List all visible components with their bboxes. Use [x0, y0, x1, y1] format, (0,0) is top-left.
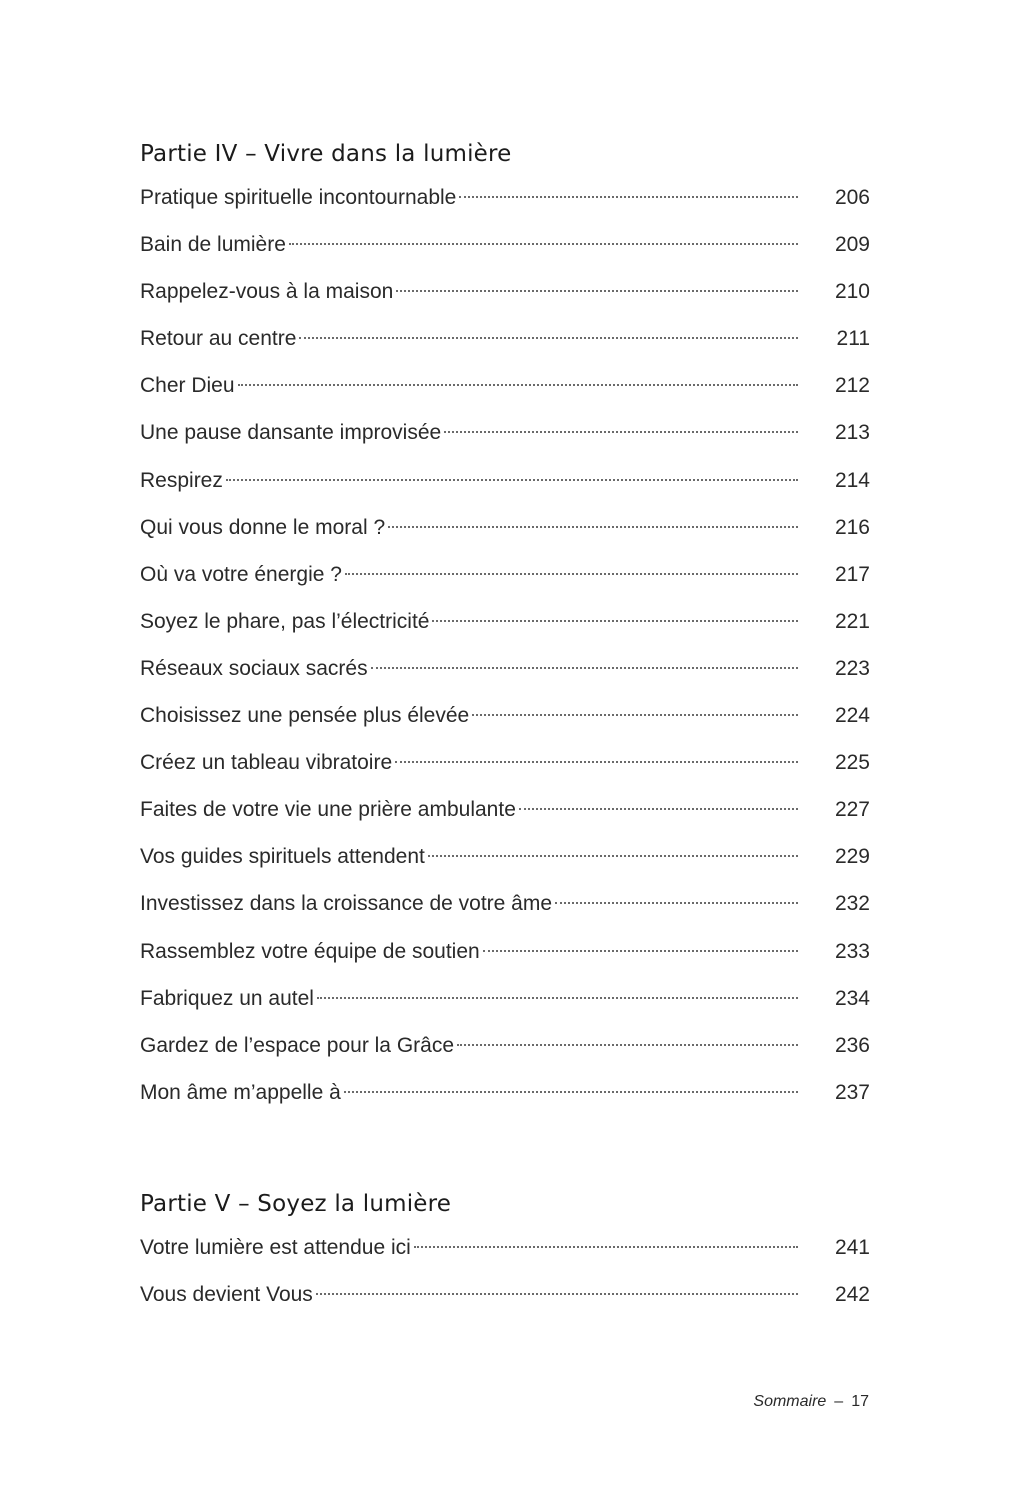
dot-leader: [286, 249, 798, 251]
toc-entry-page: 211: [836, 327, 870, 351]
toc-entry-title: Créez un tableau vibratoire: [140, 751, 393, 775]
toc-entry-page: 225: [834, 751, 870, 775]
toc-list: [140, 183, 870, 1125]
toc-entry: [140, 607, 870, 654]
toc-entry: [140, 277, 870, 324]
toc-entry-title: Faites de votre vie une prière ambulante: [140, 798, 516, 822]
toc-entry: [140, 466, 870, 513]
toc-entry-title: Vos guides spirituels attendent: [140, 845, 425, 869]
dot-leader: [425, 861, 798, 863]
toc-entry: [140, 1031, 870, 1078]
toc-entry-page: 223: [834, 656, 870, 680]
dot-leader: [454, 1050, 798, 1052]
toc-entry-page: 232: [834, 892, 870, 916]
dot-leader: [411, 1252, 798, 1254]
dot-leader: [314, 1003, 798, 1005]
toc-entry-title: Bain de lumière: [140, 233, 286, 257]
toc-entry-page: 224: [834, 704, 870, 728]
toc-entry: [140, 1078, 870, 1125]
toc-entry-title: Soyez le phare, pas l’électricité: [140, 609, 430, 633]
toc-entry-title: Cher Dieu: [140, 374, 235, 398]
toc-entry-title: Respirez: [140, 468, 223, 492]
part-heading: Partie IV – Vivre dans la lumière: [140, 141, 512, 167]
toc-entry-title: Mon âme m’appelle à: [140, 1080, 341, 1104]
dot-leader: [223, 485, 798, 487]
toc-entry: [140, 1280, 870, 1327]
toc-entry-page: 213: [834, 421, 870, 445]
toc-entry-title: Retour au centre: [140, 327, 297, 351]
toc-entry-title: Rappelez-vous à la maison: [140, 280, 394, 304]
toc-entry: [140, 230, 870, 277]
toc-entry-title: Choisissez une pensée plus élevée: [140, 704, 470, 728]
toc-entry-title: Vous devient Vous: [140, 1283, 313, 1307]
toc-entry: [140, 842, 870, 889]
toc-entry-page: 210: [834, 280, 870, 304]
page-number: 17: [851, 1393, 869, 1410]
dot-leader: [392, 767, 798, 769]
toc-entry-page: 229: [834, 845, 870, 869]
footer-section-label: Sommaire: [753, 1393, 827, 1410]
toc-entry-page: 237: [834, 1080, 870, 1104]
dot-leader: [429, 626, 798, 628]
toc-entry: [140, 937, 870, 984]
dot-leader: [296, 343, 798, 345]
dot-leader: [342, 579, 798, 581]
toc-entry-page: 241: [834, 1236, 870, 1259]
toc-entry-title: Gardez de l’espace pour la Grâce: [140, 1033, 455, 1057]
footer-separator: –: [834, 1393, 844, 1410]
toc-entry: [140, 418, 870, 465]
toc-entry: [140, 560, 870, 607]
toc-entry: [140, 324, 870, 371]
toc-entry: [140, 183, 870, 230]
dot-leader: [368, 673, 798, 675]
toc-entry: [140, 795, 870, 842]
toc-entry-page: 214: [834, 468, 870, 492]
toc-entry-title: Investissez dans la croissance de votre âme: [140, 892, 553, 916]
toc-entry-page: 242: [834, 1283, 870, 1307]
toc-entry: [140, 371, 870, 418]
toc-entry: [140, 984, 870, 1031]
toc-entry: [140, 1233, 870, 1280]
toc-entry-page: 234: [834, 986, 870, 1010]
dot-leader: [341, 1097, 798, 1099]
dot-leader: [480, 956, 798, 958]
dot-leader: [552, 908, 798, 910]
toc-entry: [140, 654, 870, 701]
dot-leader: [516, 814, 798, 816]
dot-leader: [393, 296, 798, 298]
toc-entry-title: Rassemblez votre équipe de soutien: [140, 939, 480, 963]
toc-entry-page: 221: [834, 609, 870, 633]
toc-entry-page: 236: [834, 1033, 870, 1057]
toc-entry-page: 227: [834, 798, 870, 822]
toc-entry-title: Qui vous donne le moral ?: [140, 515, 386, 539]
toc-entry-title: Votre lumière est attendue ici: [140, 1236, 411, 1259]
page-footer: [753, 1393, 869, 1411]
toc-entry-page: 233: [834, 939, 870, 963]
toc-list: [140, 1233, 870, 1327]
toc-entry: [140, 889, 870, 936]
part-heading: Partie V – Soyez la lumière: [140, 1191, 452, 1217]
toc-entry-page: 217: [834, 562, 870, 586]
dot-leader: [313, 1299, 798, 1301]
toc-entry: [140, 513, 870, 560]
toc-entry-title: Réseaux sociaux sacrés: [140, 656, 368, 680]
toc-entry-page: 206: [834, 186, 870, 209]
toc-entry: [140, 701, 870, 748]
part-v-section: [140, 1185, 870, 1327]
toc-entry-title: Pratique spirituelle incontournable: [140, 186, 457, 209]
toc-entry-title: Fabriquez un autel: [140, 986, 314, 1010]
toc-entry-title: Où va votre énergie ?: [140, 562, 342, 586]
toc-entry: [140, 748, 870, 795]
toc-entry-page: 212: [834, 374, 870, 398]
toc-entry-page: 209: [834, 233, 870, 257]
toc-entry-title: Une pause dansante improvisée: [140, 421, 442, 445]
dot-leader: [385, 532, 798, 534]
dot-leader: [456, 202, 798, 204]
dot-leader: [235, 390, 798, 392]
part-iv-section: [140, 135, 870, 1125]
dot-leader: [441, 437, 798, 439]
toc-entry-page: 216: [834, 515, 870, 539]
dot-leader: [469, 720, 798, 722]
